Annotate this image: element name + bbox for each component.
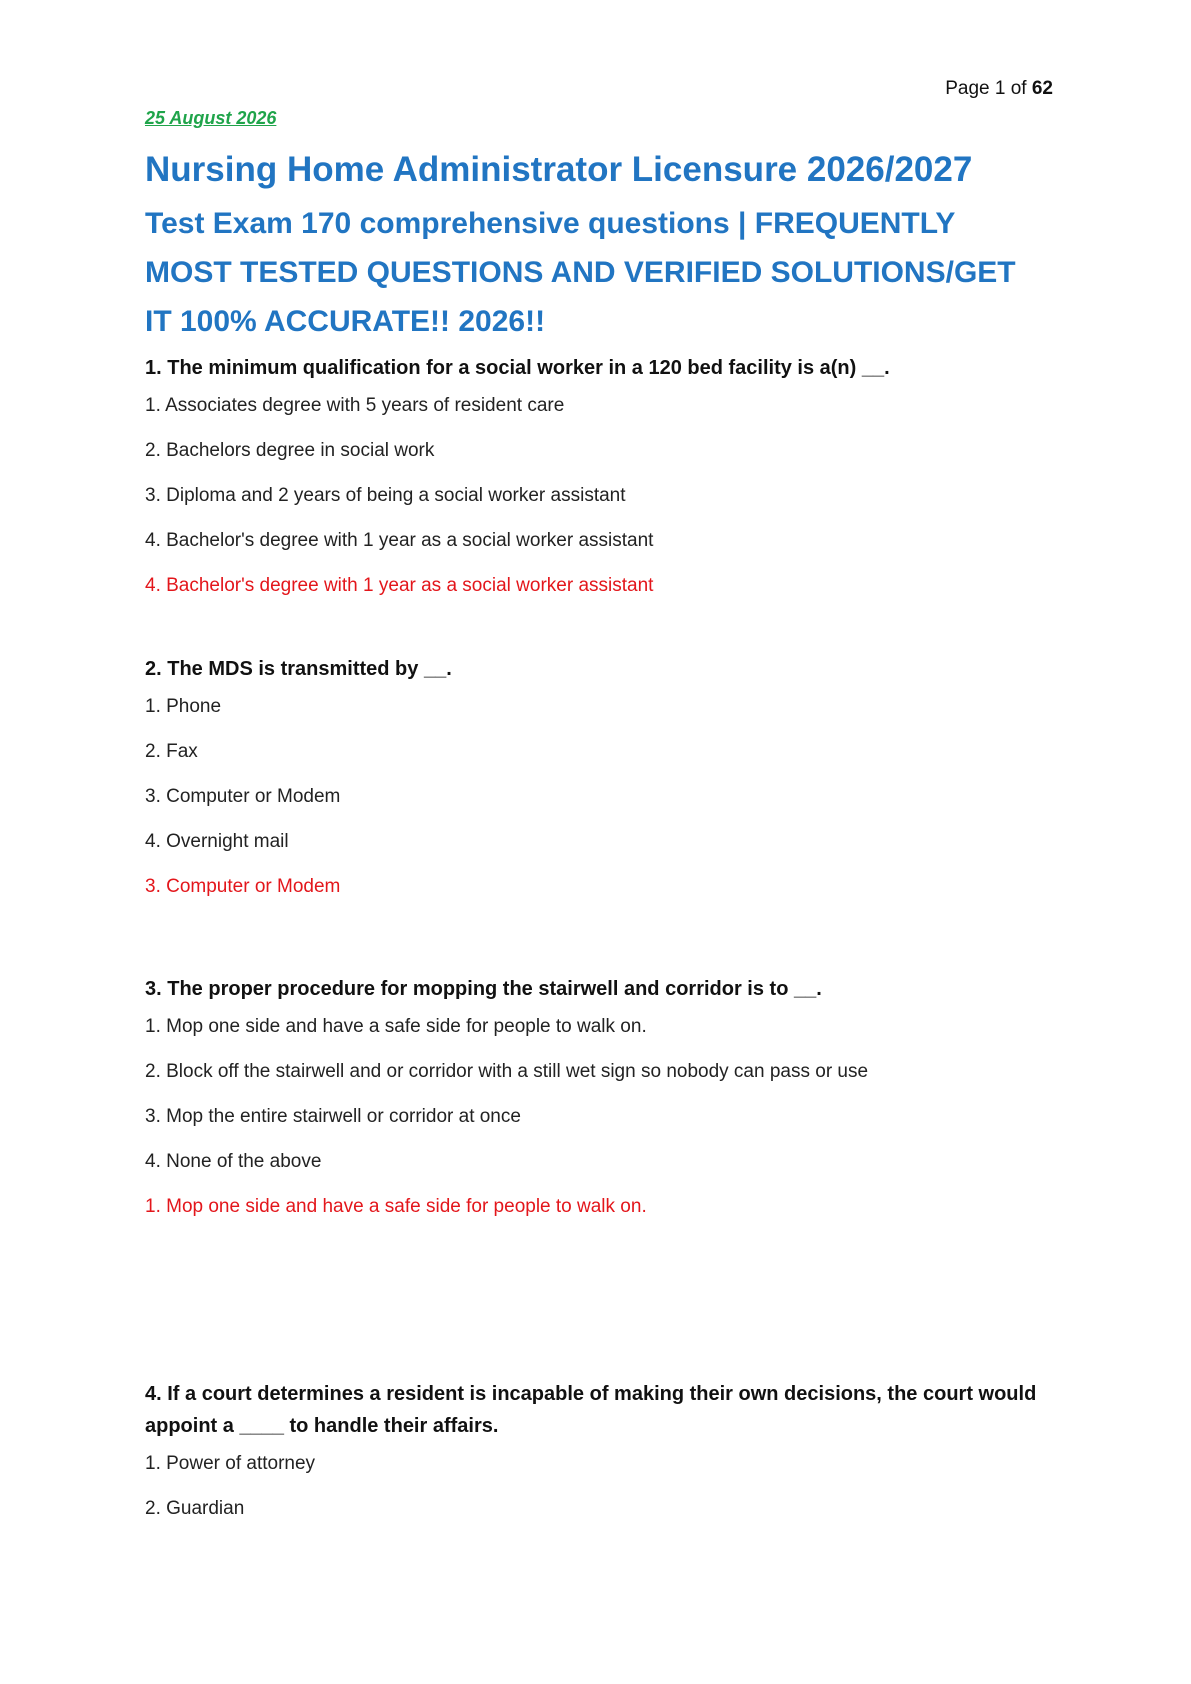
document-subtitle: Test Exam 170 comprehensive questions | FREQUENTLY MOST TESTED QUESTIONS AND VERIFIED SOLUTIONS/GET IT 100% ACCURATE!! 2026!! [145, 207, 1016, 338]
page-number-prefix: Page 1 of [945, 78, 1032, 99]
question-2 [145, 653, 1045, 898]
option: 1. Mop one side and have a safe side for people to walk on. [145, 1016, 647, 1037]
option: 2. Block off the stairwell and or corridor with a still wet sign so nobody can pass or use [145, 1061, 869, 1082]
question-text: 4. If a court determines a resident is incapable of making their own decisions, the court would appoint a ____ to handle their affairs. [145, 1383, 1037, 1437]
option: 3. Diploma and 2 years of being a social worker assistant [145, 485, 626, 506]
question-3 [145, 973, 1045, 1218]
document-date: 25 August 2026 [145, 108, 277, 128]
option: 2. Guardian [145, 1498, 245, 1519]
correct-answer: 3. Computer or Modem [145, 876, 341, 897]
question-text: 2. The MDS is transmitted by __. [145, 658, 452, 680]
option: 4. Overnight mail [145, 831, 289, 852]
page-number [945, 78, 1053, 100]
option: 3. Computer or Modem [145, 786, 341, 807]
question-4 [145, 1378, 1045, 1542]
option: 1. Power of attorney [145, 1453, 316, 1474]
option: 1. Phone [145, 696, 222, 717]
correct-answer: 4. Bachelor's degree with 1 year as a social worker assistant [145, 575, 654, 596]
question-text: 1. The minimum qualification for a social worker in a 120 bed facility is a(n) __. [145, 357, 890, 379]
option: 1. Associates degree with 5 years of resident care [145, 395, 565, 416]
question-text: 3. The proper procedure for mopping the stairwell and corridor is to __. [145, 978, 822, 1000]
option: 3. Mop the entire stairwell or corridor at once [145, 1106, 521, 1127]
document-title: Nursing Home Administrator Licensure 2026/2027 [145, 150, 973, 189]
option: 4. Bachelor's degree with 1 year as a social worker assistant [145, 530, 654, 551]
option: 2. Bachelors degree in social work [145, 440, 435, 461]
correct-answer: 1. Mop one side and have a safe side for people to walk on. [145, 1196, 647, 1217]
page-total: 62 [1031, 78, 1053, 99]
option: 4. None of the above [145, 1151, 322, 1172]
question-1 [145, 352, 1045, 597]
option: 2. Fax [145, 741, 198, 762]
